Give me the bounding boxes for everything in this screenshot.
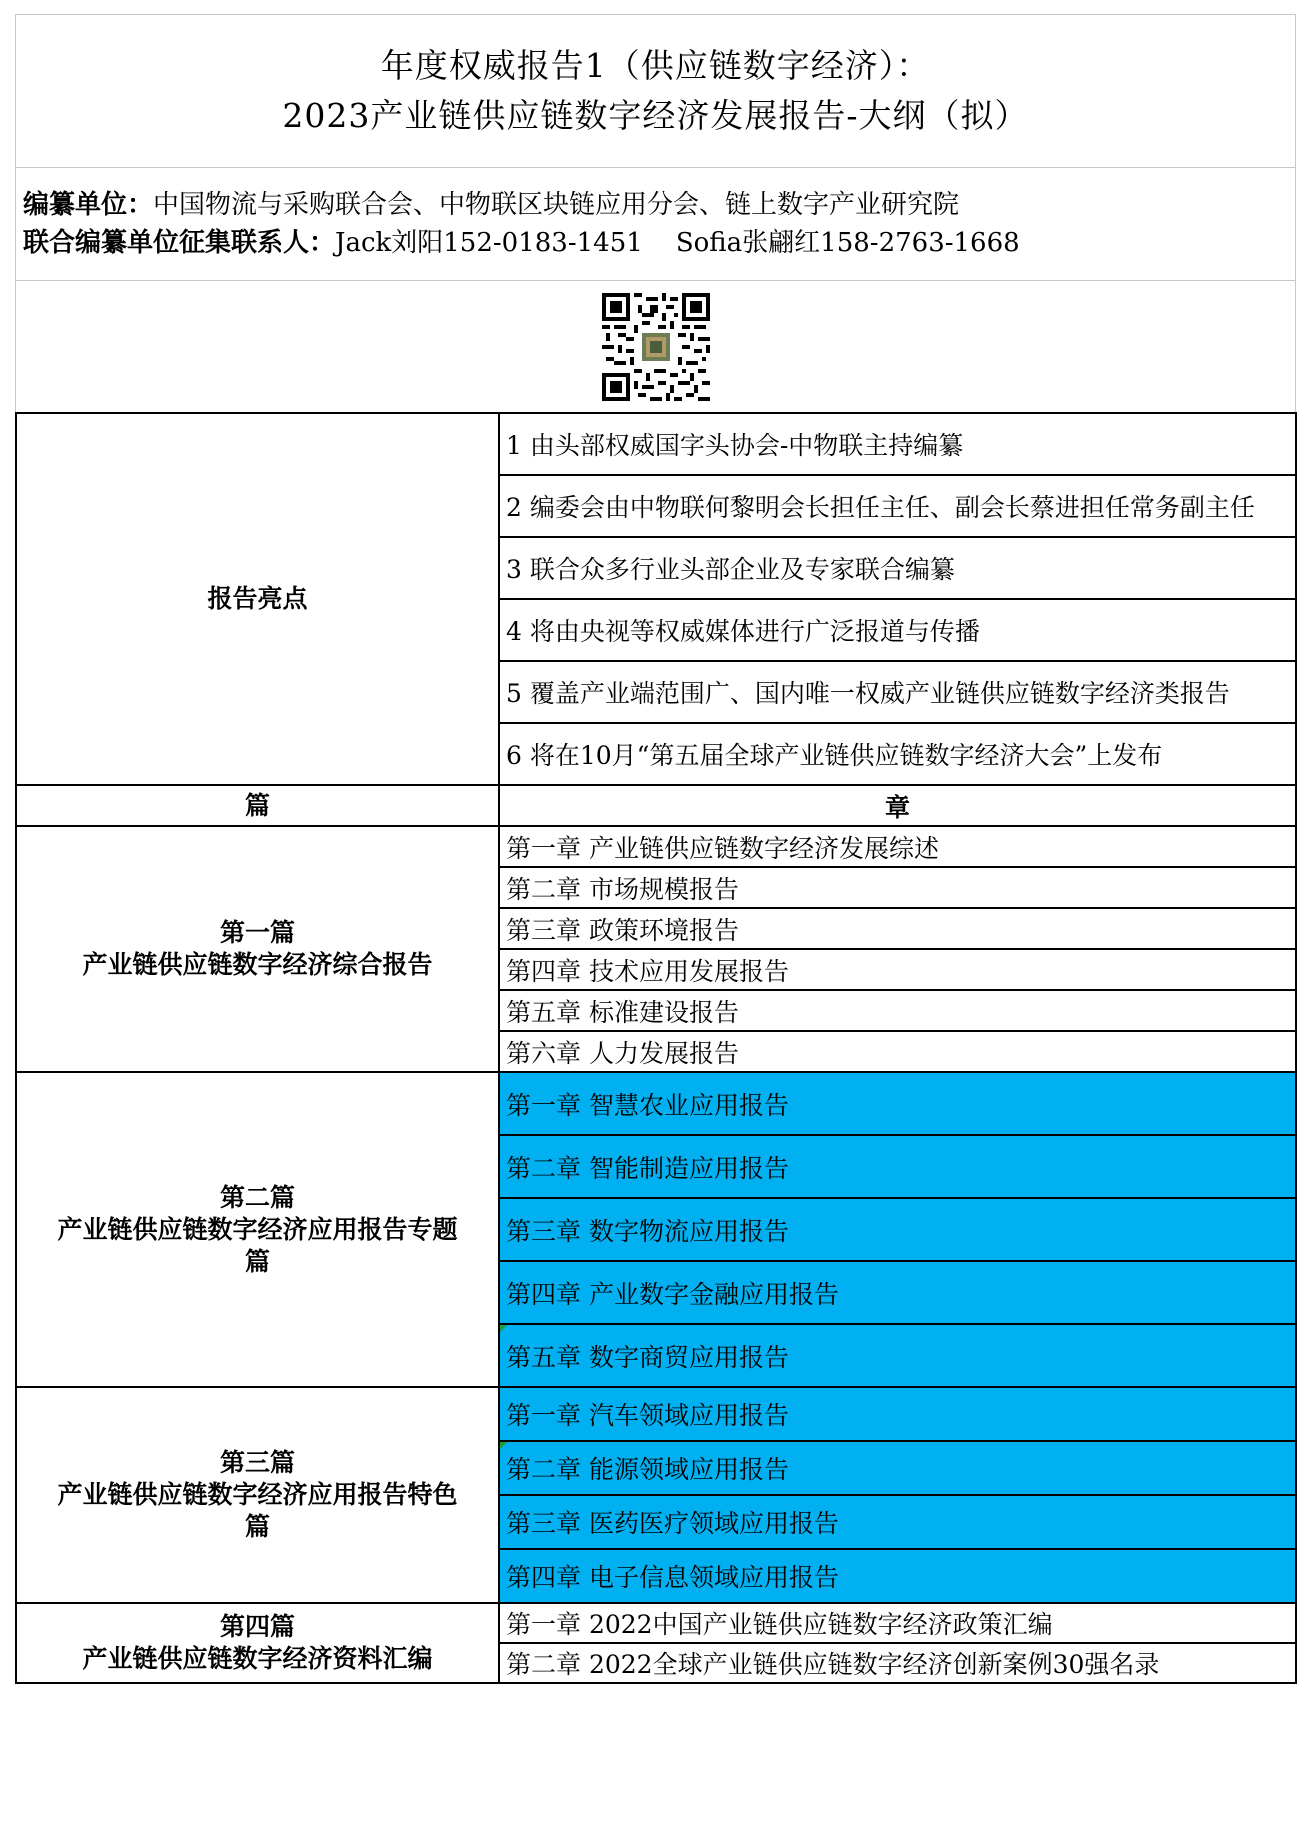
- part-2-title: 产业链供应链数字经济应用报告专题: [57, 1214, 458, 1244]
- chapter-item: 第五章 数字商贸应用报告: [499, 1324, 1296, 1387]
- part-3-title-tail: 篇: [244, 1512, 270, 1541]
- highlight-item: 2 编委会由中物联何黎明会长担任主任、副会长蔡进担任常务副主任: [499, 475, 1296, 537]
- part-2-number: 第二篇: [219, 1182, 295, 1212]
- report-header: [15, 14, 1296, 412]
- contact-label: 联合编纂单位征集联系人：: [23, 228, 336, 258]
- part-1-title: 产业链供应链数字经济综合报告: [82, 950, 433, 979]
- compiler-label: 编纂单位：: [23, 190, 154, 220]
- chapter-item: 第二章 2022全球产业链供应链数字经济创新案例30强名录: [499, 1643, 1296, 1683]
- contact-value: Jack刘阳152-0183-1451 Sofia张翩红158-2763-1668: [335, 228, 1020, 258]
- qr-code-icon: [602, 293, 710, 401]
- chapter-item: 第四章 产业数字金融应用报告: [499, 1261, 1296, 1324]
- chapter-item: 第三章 医药医疗领域应用报告: [499, 1495, 1296, 1549]
- title-block: [16, 15, 1295, 168]
- chapter-column-header: 章: [499, 785, 1296, 826]
- part-3-title: 产业链供应链数字经济应用报告特色: [57, 1480, 458, 1509]
- part-4-number: 第四篇: [219, 1612, 295, 1641]
- highlight-item: 3 联合众多行业头部企业及专家联合编纂: [499, 537, 1296, 599]
- outline-sheet: [15, 14, 1296, 1684]
- highlight-item: 4 将由央视等权威媒体进行广泛报道与传播: [499, 599, 1296, 661]
- chapter-item: 第一章 智慧农业应用报告: [499, 1072, 1296, 1135]
- compiler-value: 中国物流与采购联合会、中物联区块链应用分会、链上数字产业研究院: [153, 190, 960, 220]
- part-1-name: [16, 826, 499, 1072]
- chapter-item: 第四章 电子信息领域应用报告: [499, 1549, 1296, 1603]
- part-column-header: 篇: [16, 785, 499, 826]
- part-4-title: 产业链供应链数字经济资料汇编: [82, 1644, 433, 1673]
- chapter-item: 第五章 标准建设报告: [499, 990, 1296, 1031]
- part-3-name: [16, 1387, 499, 1603]
- part-2-name: [16, 1072, 499, 1387]
- chapter-item: 第二章 能源领域应用报告: [499, 1441, 1296, 1495]
- chapter-item: 第三章 政策环境报告: [499, 908, 1296, 949]
- chapter-item: 第二章 智能制造应用报告: [499, 1135, 1296, 1198]
- contact-line: [23, 224, 1295, 262]
- highlights-label: 报告亮点: [16, 413, 499, 785]
- outline-table: [15, 412, 1297, 1684]
- compiler-line: [23, 186, 1295, 224]
- chapter-item: 第四章 技术应用发展报告: [499, 949, 1296, 990]
- report-title-line-1: 年度权威报告1（供应链数字经济）：: [380, 46, 931, 85]
- qr-code-area: [16, 281, 1295, 412]
- part-3-number: 第三篇: [219, 1448, 295, 1477]
- chapter-item: 第三章 数字物流应用报告: [499, 1198, 1296, 1261]
- highlight-item: 6 将在10月“第五届全球产业链供应链数字经济大会”上发布: [499, 723, 1296, 785]
- compiler-info: [16, 168, 1295, 281]
- chapter-item: 第一章 产业链供应链数字经济发展综述: [499, 826, 1296, 867]
- part-4-name: [16, 1603, 499, 1683]
- highlight-item: 5 覆盖产业端范围广、国内唯一权威产业链供应链数字经济类报告: [499, 661, 1296, 723]
- chapter-item: 第一章 汽车领域应用报告: [499, 1387, 1296, 1441]
- report-title-line-2: 2023产业链供应链数字经济发展报告-大纲（拟）: [282, 96, 1029, 135]
- part-2-title-tail: 篇: [244, 1246, 270, 1276]
- chapter-item: 第二章 市场规模报告: [499, 867, 1296, 908]
- highlight-item: 1 由头部权威国字头协会-中物联主持编纂: [499, 413, 1296, 475]
- chapter-item: 第一章 2022中国产业链供应链数字经济政策汇编: [499, 1603, 1296, 1643]
- part-1-number: 第一篇: [219, 918, 295, 947]
- chapter-item: 第六章 人力发展报告: [499, 1031, 1296, 1072]
